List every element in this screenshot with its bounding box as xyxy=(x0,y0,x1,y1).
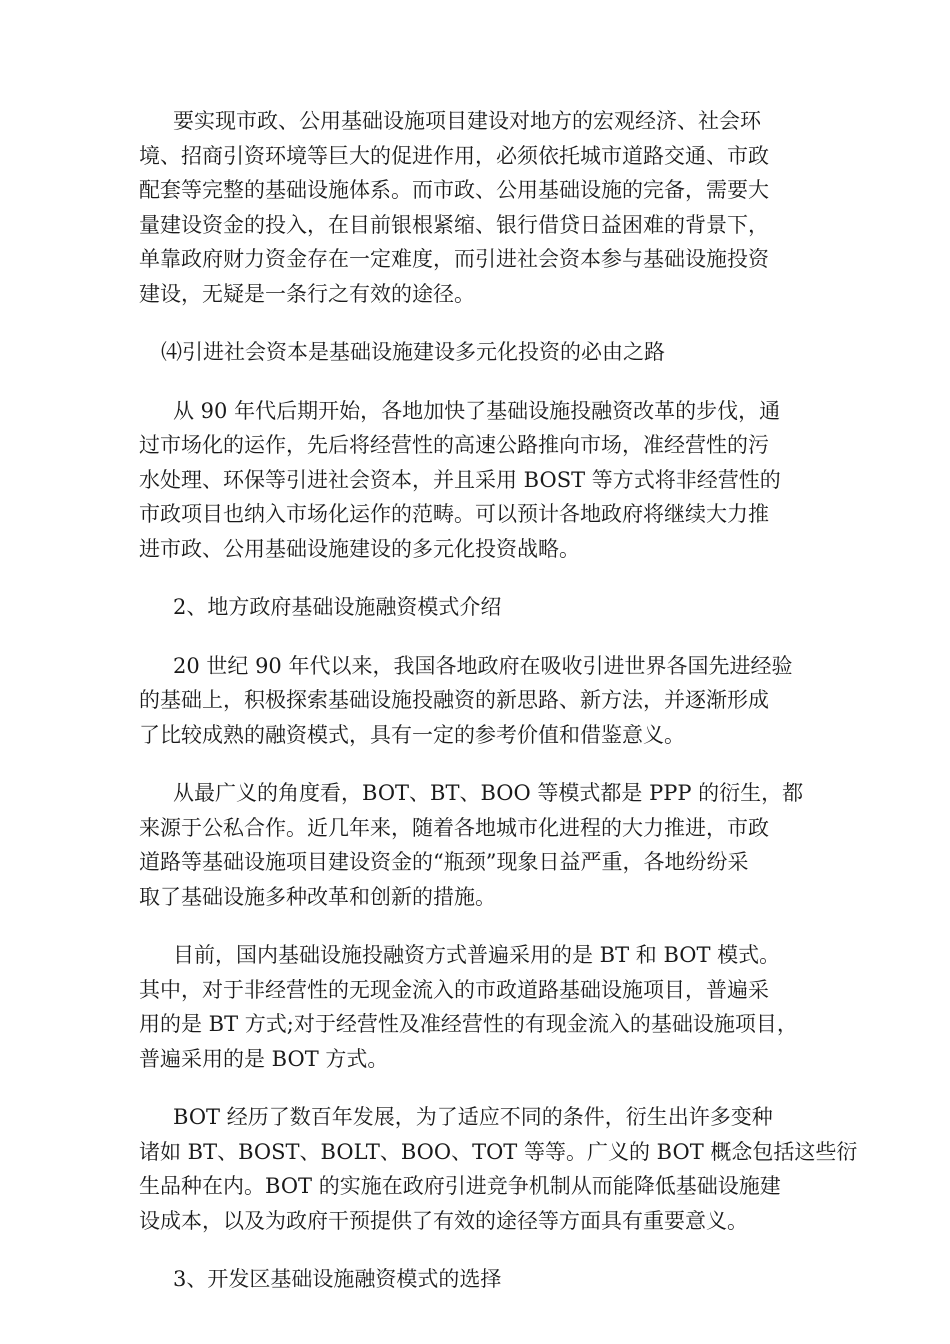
text-line: 了比较成熟的融资模式，具有一定的参考价值和借鉴意义。 xyxy=(139,722,685,747)
text-line: 从 90 年代后期开始，各地加快了基础设施投融资改革的步伐，通 xyxy=(173,398,781,423)
heading-section-3: 3、开发区基础设施融资模式的选择 xyxy=(173,1267,502,1291)
paragraph-bt-bot-modes xyxy=(139,938,819,1076)
text-line: 要实现市政、公用基础设施项目建设对地方的宏观经济、社会环 xyxy=(173,109,761,133)
paragraph-ppp-derivatives xyxy=(139,776,819,914)
text-line: 普遍采用的是 BOT 方式。 xyxy=(139,1046,389,1071)
text-line: 设成本，以及为政府干预提供了有效的途径等方面具有重要意义。 xyxy=(139,1208,748,1233)
heading-social-capital: ⑷引进社会资本是基础设施建设多元化投资的必由之路 xyxy=(161,340,665,364)
text-line: 过市场化的运作，先后将经营性的高速公路推向市场，准经营性的污 xyxy=(139,433,769,457)
text-line: 配套等完整的基础设施体系。而市政、公用基础设施的完备，需要大 xyxy=(139,178,769,202)
text-line: 用的是 BT 方式;对于经营性及准经营性的有现金流入的基础设施项目， xyxy=(139,1012,798,1036)
paragraph-bot-history xyxy=(139,1100,858,1238)
text-line: 量建设资金的投入，在目前银根紧缩、银行借贷日益困难的背景下， xyxy=(139,212,769,237)
text-line: 道路等基础设施项目建设资金的“瓶颈”现象日益严重，各地纷纷采 xyxy=(139,850,749,874)
text-line: 20 世纪 90 年代以来，我国各地政府在吸收引进世界各国先进经验 xyxy=(173,653,793,678)
heading-section-2: 2、地方政府基础设施融资模式介绍 xyxy=(173,595,502,619)
text-line: 进市政、公用基础设施建设的多元化投资战略。 xyxy=(139,536,580,561)
text-line: 其中，对于非经营性的无现金流入的市政道路基础设施项目，普遍采 xyxy=(139,977,769,1002)
text-line: 境、招商引资环境等巨大的促进作用，必须依托城市道路交通、市政 xyxy=(139,143,769,168)
text-line: 目前，国内基础设施投融资方式普遍采用的是 BT 和 BOT 模式。 xyxy=(173,943,781,967)
text-line: 来源于公私合作。近几年来，随着各地城市化进程的大力推进，市政 xyxy=(139,815,769,840)
paragraph-infrastructure-importance xyxy=(139,104,819,311)
text-line: BOT 经历了数百年发展，为了适应不同的条件，衍生出许多变种 xyxy=(173,1105,773,1129)
text-line: 单靠政府财力资金存在一定难度，而引进社会资本参与基础设施投资 xyxy=(139,247,769,271)
paragraph-investment-reform xyxy=(139,394,819,567)
text-line: 的基础上，积极探索基础设施投融资的新思路、新方法，并逐渐形成 xyxy=(139,688,769,712)
paragraph-since-1990s xyxy=(139,649,819,753)
text-line: 从最广义的角度看，BOT、BT、BOO 等模式都是 PPP 的衍生，都 xyxy=(173,781,804,805)
text-line: 市政项目也纳入市场化运作的范畴。可以预计各地政府将继续大力推 xyxy=(139,502,769,526)
text-line: 建设，无疑是一条行之有效的途径。 xyxy=(139,281,475,306)
text-line: 取了基础设施多种改革和创新的措施。 xyxy=(139,884,496,909)
document-body xyxy=(139,104,858,1321)
text-line: 水处理、环保等引进社会资本，并且采用 BOST 等方式将非经营性的 xyxy=(139,467,781,492)
text-line: 生品种在内。BOT 的实施在政府引进竞争机制从而能降低基础设施建 xyxy=(139,1174,781,1198)
text-line: 诸如 BT、BOST、BOLT、BOO、TOT 等等。广义的 BOT 概念包括这些衍 xyxy=(139,1139,858,1164)
